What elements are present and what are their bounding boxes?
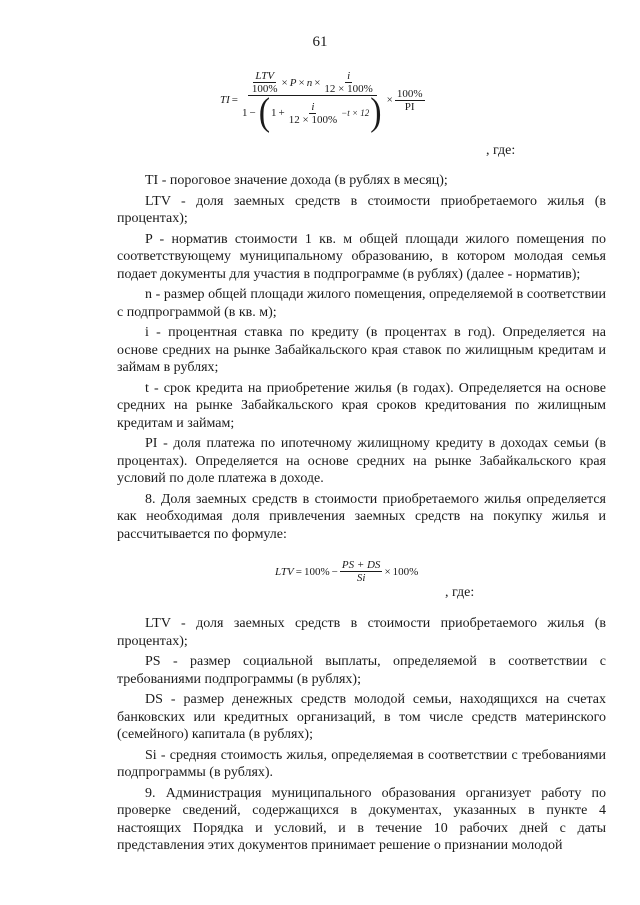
paragraph: PS - размер социальной выплаты, определяемой в соответствии с требованиями подпрограммы (в рублях); [117,654,606,687]
formula-ltv-suffix: , где: [445,585,475,600]
page-number: 61 [312,34,328,50]
ltv-fraction: $\frac{\text{LTV}}{100\%}$ [251,70,278,95]
paragraph: t - срок кредита на приобретение жилья (в годах). Определяется на основе средних на рынке Забайкальского края сроков кредитования по жилищным кредитам и займам; [117,380,606,431]
formula-ltv: LTV = 100% − $\frac{PS + DS}{Si}$ × 100% [275,559,419,584]
paragraph: 8. Доля заемных средств в стоимости приобретаемого жилья определяется как необходимая доля привлечения заемных средств на покупку жилья и рассчитывается по формуле: [117,491,606,542]
paragraph: LTV - доля заемных средств в стоимости приобретаемого жилья (в процентах); [117,193,606,226]
rate-fraction: $\frac{i}{12 \times 100\%}$ [324,70,373,95]
formula-ti-lhs: TI [220,94,230,106]
paragraph: PI - доля платежа по ипотечному жилищному кредиту в доходах семьи (в процентах). Определяется на основе средних на рынке Забайкальского края условий по доле платежа в доходе. [117,436,606,486]
right-paren: ) [370,91,382,134]
paragraph: DS - размер денежных средств молодой семьи, находящихся на счетах банковских или кредитных организаций, в том числе средств материнского (семейного) капитала (в рублях); [117,692,606,742]
left-paren: ( [258,91,271,134]
paragraph: n - размер общей площади жилого помещения, определяемой в соответствии с подпрограммой (в кв. м); [117,287,606,320]
formula-ti-suffix: , где: [486,143,516,158]
ps-ds-fraction: $\frac{PS + DS}{Si}$ [341,559,381,584]
definitions-block-1 [117,172,606,543]
formula-ti-main-fraction: $\frac{\text{LTV}}{100\%}$ × P × n × $\frac{i}{12 \times 100\%}$ 1 − ( 1 + $\frac{i}{12 \times 100\%}$ −t × 12 ) [242,70,382,134]
pi-fraction: $\frac{100\%}{PI}$ [396,87,423,113]
formula-ti: TI = $\frac{\text{LTV}}{100\%}$ × P × n × $\frac{i}{12 \times 100\%}$ 1 − ( 1 + $\frac{i}{12 \times 100\%}$ −t × 12 ) × $\frac{100\%}{PI}$ [220,70,423,134]
paragraph: Si - средняя стоимость жилья, определяемая в соответствии с требованиями подпрограммы (в рублях). [117,747,606,780]
exponent: −t × 12 [341,108,370,118]
paragraph: P - норматив стоимости 1 кв. м общей площади жилого помещения по соответствующему муниципальному образованию, в котором молодая семья подает документы для участия в подпрограмме (в рублях) (далее - норматив); [117,231,606,282]
paragraph: i - процентная ставка по кредиту (в процентах в год). Определяется на основе средних на рынке Забайкальского края ставок по жилищным кредитам и займам в рублях; [117,325,606,375]
formula-ti-eq: = [231,94,238,106]
paragraph: 9. Администрация муниципального образования организует работу по проверке сведений, содержащихся в документах, указанных в пункте 4 настоящих Порядка и условий, и в течение 10 рабочих дней с даты представления этих документов принимает решение о признании молодой [117,785,606,853]
rate-fraction-den: $\frac{i}{12 \times 100\%}$ [288,100,338,126]
paragraph: TI - пороговое значение дохода (в рублях в месяц); [145,173,448,188]
definitions-block-2 [117,615,606,855]
paragraph: LTV - доля заемных средств в стоимости приобретаемого жилья (в процентах); [117,616,606,649]
